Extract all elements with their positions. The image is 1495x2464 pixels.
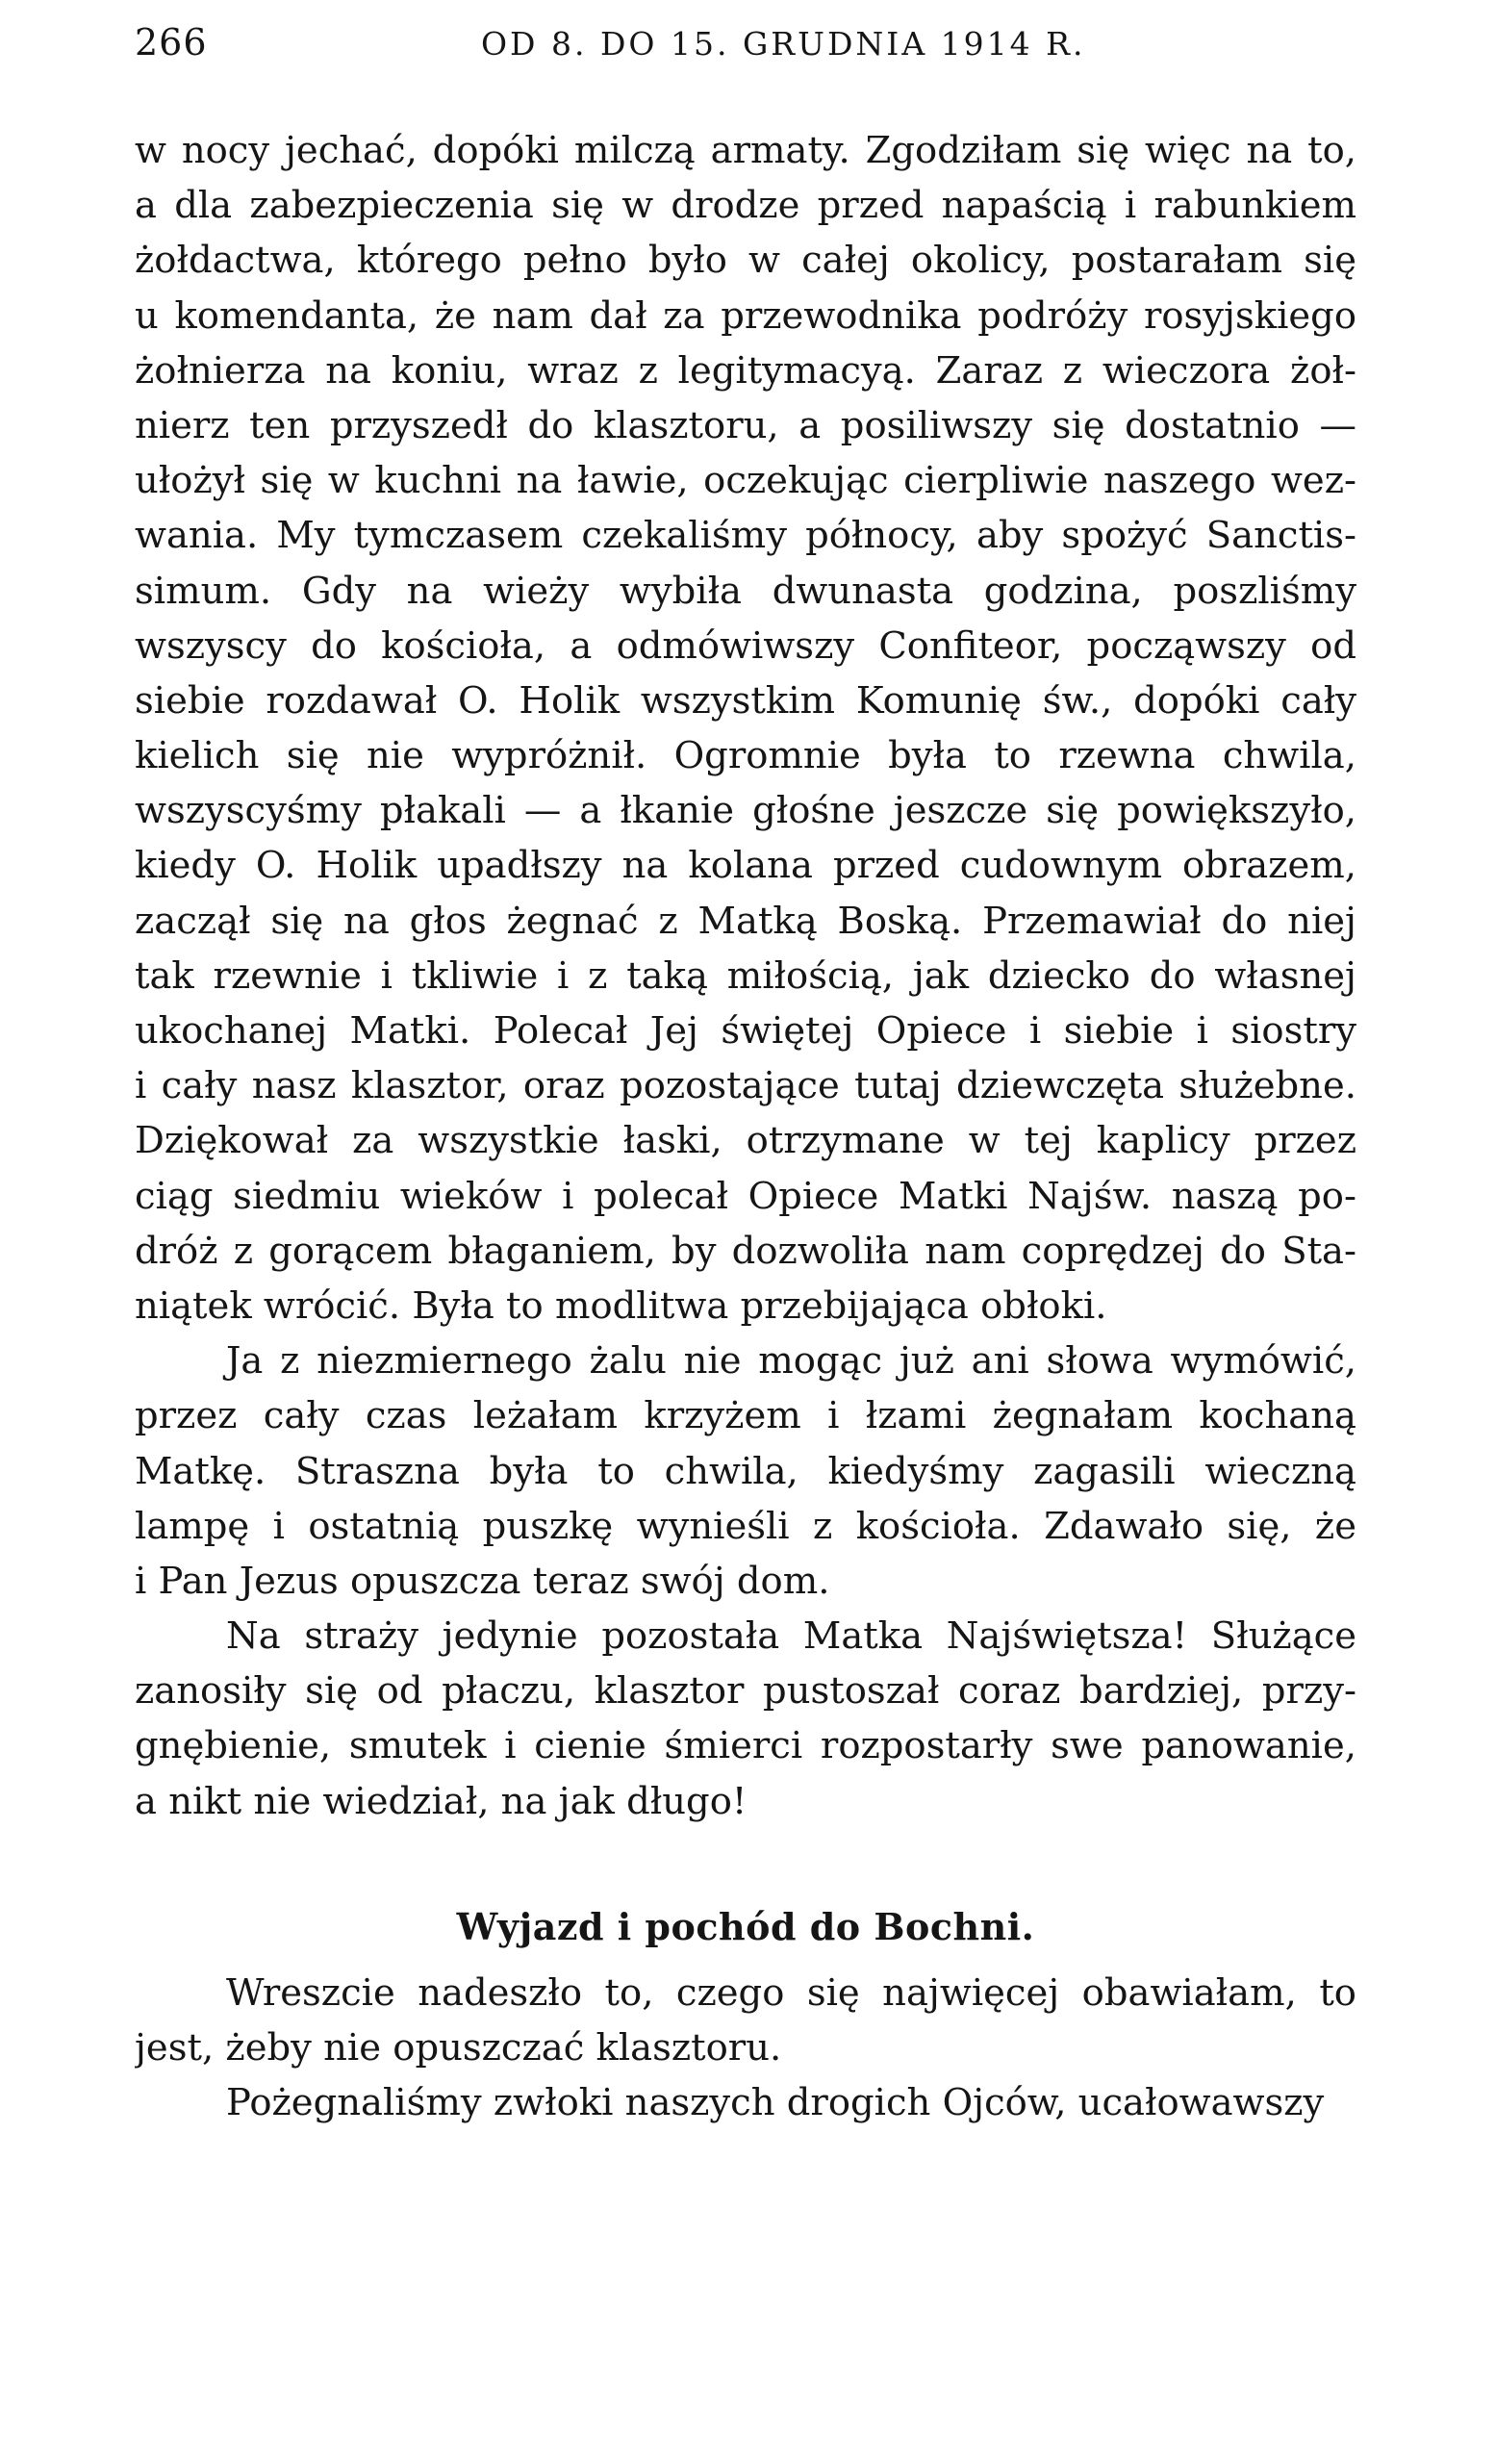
text-line: Ja z niezmiernego żalu nie mogąc już ani słowa wymówić, xyxy=(226,1339,1356,1384)
text-line: dróż z gorącem błaganiem, by dozwoliła nam coprędzej do Sta- xyxy=(135,1229,1356,1273)
text-line: zanosiły się od płaczu, klasztor pustoszał coraz bardziej, przy- xyxy=(135,1669,1356,1714)
section-spacer xyxy=(135,1829,1356,1896)
text-line: tak rzewnie i tkliwie i z taką miłością, jak dziecko do własnej xyxy=(135,953,1356,998)
text-line: lampę i ostatnią puszkę wynieśli z kościoła. Zdawało się, że xyxy=(135,1504,1356,1548)
text-line: a dla zabezpieczenia się w drodze przed napaścią i rabunkiem xyxy=(135,184,1356,228)
text-line: żołdactwa, którego pełno było w całej okolicy, postarałam się xyxy=(135,239,1356,283)
text-line: a nikt nie wiedział, na jak długo! xyxy=(135,1779,748,1823)
page-number: 266 xyxy=(135,21,208,64)
text-line: przez cały czas leżałam krzyżem i łzami żegnałam kochaną xyxy=(135,1394,1356,1438)
paragraph xyxy=(135,1966,1356,2075)
paragraph xyxy=(135,1334,1356,1609)
text-line: nierz ten przyszedł do klasztoru, a posiliwszy się dostatnio — xyxy=(135,403,1356,447)
text-line: u komendanta, że nam dał za przewodnika podróży rosyjskiego xyxy=(135,293,1356,338)
paragraph xyxy=(135,1609,1356,1829)
text-line: simum. Gdy na wieży wybiła dwunasta godzina, poszliśmy xyxy=(135,569,1356,613)
text-line: ukochanej Matki. Polecał Jej świętej Opiece i siebie i siostry xyxy=(135,1009,1356,1053)
text-line: gnębienie, smutek i cienie śmierci rozpostarły swe panowanie, xyxy=(135,1724,1356,1768)
text-line: Matkę. Straszna była to chwila, kiedyśmy zagasili wieczną xyxy=(135,1449,1356,1493)
text-line: zaczął się na głos żegnać z Matką Boską. Przemawiał do niej xyxy=(135,899,1356,943)
body-text xyxy=(135,123,1356,2130)
text-line: Pożegnaliśmy zwłoki naszych drogich Ojców, ucałowawszy xyxy=(226,2081,1325,2125)
section-heading: Wyjazd i pochód do Bochni. xyxy=(456,1904,1035,1948)
text-line: niątek wrócić. Była to modlitwa przebijająca obłoki. xyxy=(135,1283,1107,1328)
text-line: ciąg siedmiu wieków i polecał Opiece Matki Najśw. naszą po- xyxy=(135,1174,1356,1218)
text-line: siebie rozdawał O. Holik wszystkim Komunię św., dopóki cały xyxy=(135,678,1356,723)
text-line: wania. My tymczasem czekaliśmy północy, aby spożyć Sanctis- xyxy=(135,514,1356,558)
running-head xyxy=(135,21,1356,79)
text-line: Wreszcie nadeszło to, czego się najwięcej obawiałam, to xyxy=(226,1970,1356,2015)
paragraph xyxy=(135,123,1356,1334)
text-line: ułożył się w kuchni na ławie, oczekując cierpliwie naszego wez- xyxy=(135,459,1356,503)
text-line: kiedy O. Holik upadłszy na kolana przed cudownym obrazem, xyxy=(135,844,1356,888)
text-line: i Pan Jezus opuszcza teraz swój dom. xyxy=(135,1559,830,1603)
running-title: OD 8. DO 15. GRUDNIA 1914 R. xyxy=(481,25,1086,63)
text-line: wszyscyśmy płakali — a łkanie głośne jeszcze się powiększyło, xyxy=(135,789,1356,833)
text-line: żołnierza na koniu, wraz z legitymacyą. Zaraz z wieczora żoł- xyxy=(135,348,1356,393)
text-line: w nocy jechać, dopóki milczą armaty. Zgodziłam się więc na to, xyxy=(135,129,1356,172)
paragraph xyxy=(135,2075,1356,2130)
text-line: kielich się nie wypróżnił. Ogromnie była to rzewna chwila, xyxy=(135,734,1356,778)
text-line: i cały nasz klasztor, oraz pozostające tutaj dziewczęta służebne. xyxy=(135,1064,1356,1108)
text-line: Dziękował za wszystkie łaski, otrzymane w tej kaplicy przez xyxy=(135,1119,1356,1163)
text-line: wszyscy do kościoła, a odmówiwszy Confiteor, począwszy od xyxy=(135,623,1356,668)
text-line: Na straży jedynie pozostała Matka Najświętsza! Służące xyxy=(226,1614,1356,1659)
text-line: jest, żeby nie opuszczać klasztoru. xyxy=(135,2026,782,2070)
